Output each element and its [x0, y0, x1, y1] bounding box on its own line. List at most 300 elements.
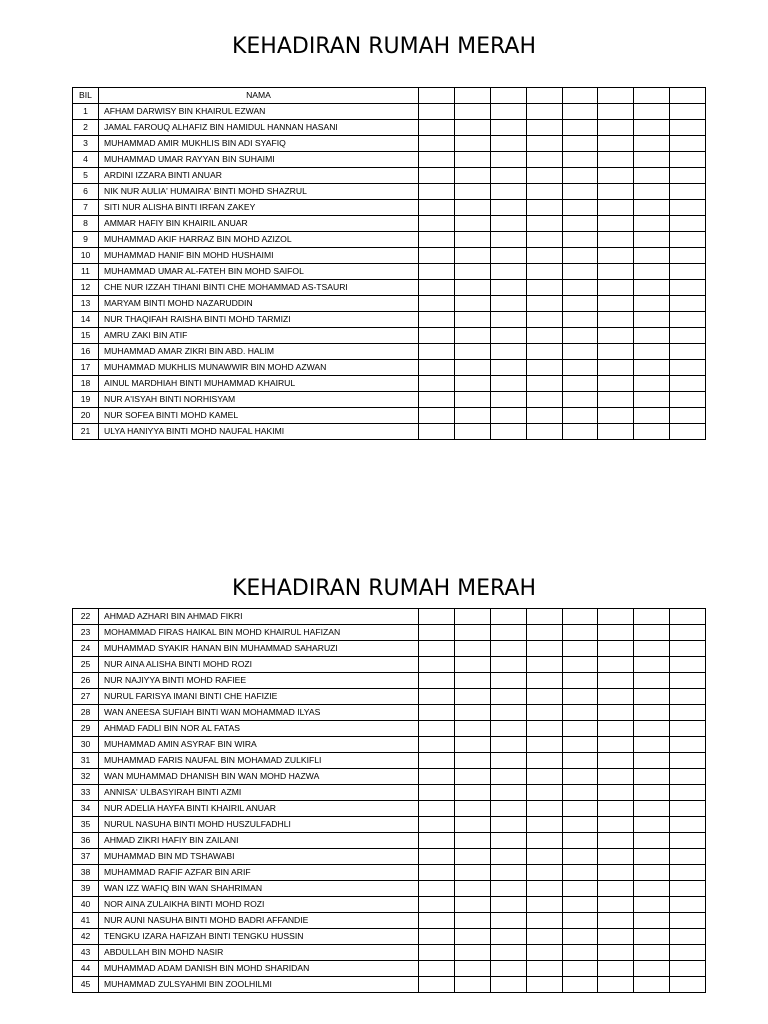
attendance-cell: [490, 328, 526, 344]
attendance-cell: [634, 232, 670, 248]
attendance-cell: [526, 737, 562, 753]
attendance-cell: [634, 657, 670, 673]
attendance-cell: [454, 609, 490, 625]
table-row: [73, 280, 706, 296]
attendance-cell: [634, 705, 670, 721]
attendance-cell: [454, 769, 490, 785]
attendance-cell: [419, 961, 455, 977]
attendance-cell: [562, 833, 598, 849]
row-number: 25: [73, 657, 99, 673]
attendance-cell: [419, 817, 455, 833]
attendance-cell: [670, 705, 706, 721]
attendance-cell: [419, 296, 455, 312]
attendance-cell: [634, 264, 670, 280]
attendance-cell: [419, 865, 455, 881]
attendance-cell: [670, 721, 706, 737]
attendance-column-header: [454, 88, 490, 104]
attendance-cell: [562, 817, 598, 833]
attendance-cell: [454, 296, 490, 312]
attendance-cell: [454, 657, 490, 673]
student-name: ABDULLAH BIN MOHD NASIR: [99, 945, 419, 961]
attendance-cell: [562, 625, 598, 641]
row-number: 12: [73, 280, 99, 296]
table-row: [73, 705, 706, 721]
attendance-column-header: [490, 88, 526, 104]
attendance-cell: [490, 120, 526, 136]
student-name: NUR ADELIA HAYFA BINTI KHAIRIL ANUAR: [99, 801, 419, 817]
student-name: NUR AINA ALISHA BINTI MOHD ROZI: [99, 657, 419, 673]
attendance-cell: [419, 881, 455, 897]
attendance-cell: [454, 168, 490, 184]
attendance-cell: [454, 817, 490, 833]
table-row: [73, 753, 706, 769]
row-number: 23: [73, 625, 99, 641]
attendance-cell: [562, 961, 598, 977]
attendance-cell: [454, 136, 490, 152]
attendance-cell: [419, 641, 455, 657]
student-name: MUHAMMAD UMAR AL-FATEH BIN MOHD SAIFOL: [99, 264, 419, 280]
table-row: [73, 769, 706, 785]
attendance-cell: [490, 136, 526, 152]
attendance-cell: [490, 168, 526, 184]
attendance-cell: [598, 312, 634, 328]
attendance-cell: [598, 833, 634, 849]
attendance-cell: [598, 705, 634, 721]
attendance-cell: [490, 705, 526, 721]
attendance-cell: [526, 136, 562, 152]
attendance-cell: [634, 769, 670, 785]
attendance-cell: [490, 216, 526, 232]
attendance-cell: [634, 625, 670, 641]
row-number: 34: [73, 801, 99, 817]
attendance-cell: [562, 328, 598, 344]
table-row: [73, 833, 706, 849]
attendance-cell: [634, 392, 670, 408]
attendance-cell: [490, 184, 526, 200]
attendance-cell: [562, 120, 598, 136]
attendance-cell: [454, 392, 490, 408]
student-name: MUHAMMAD SYAKIR HANAN BIN MUHAMMAD SAHARUZI: [99, 641, 419, 657]
student-name: WAN IZZ WAFIQ BIN WAN SHAHRIMAN: [99, 881, 419, 897]
student-name: AHMAD AZHARI BIN AHMAD FIKRI: [99, 609, 419, 625]
attendance-cell: [562, 801, 598, 817]
attendance-cell: [490, 673, 526, 689]
attendance-cell: [562, 168, 598, 184]
student-name: SITI NUR ALISHA BINTI IRFAN ZAKEY: [99, 200, 419, 216]
student-name: TENGKU IZARA HAFIZAH BINTI TENGKU HUSSIN: [99, 929, 419, 945]
attendance-cell: [598, 737, 634, 753]
attendance-cell: [419, 280, 455, 296]
table-row: [73, 929, 706, 945]
attendance-cell: [562, 104, 598, 120]
row-number: 6: [73, 184, 99, 200]
student-name: MUHAMMAD BIN MD TSHAWABI: [99, 849, 419, 865]
attendance-cell: [598, 232, 634, 248]
student-name: AHMAD FADLI BIN NOR AL FATAS: [99, 721, 419, 737]
attendance-cell: [419, 344, 455, 360]
attendance-cell: [670, 104, 706, 120]
attendance-cell: [490, 232, 526, 248]
student-name: NUR THAQIFAH RAISHA BINTI MOHD TARMIZI: [99, 312, 419, 328]
attendance-cell: [490, 865, 526, 881]
attendance-cell: [634, 849, 670, 865]
row-number: 26: [73, 673, 99, 689]
attendance-cell: [598, 104, 634, 120]
attendance-cell: [562, 721, 598, 737]
attendance-cell: [670, 392, 706, 408]
table-row: [73, 312, 706, 328]
attendance-cell: [454, 673, 490, 689]
row-number: 16: [73, 344, 99, 360]
row-number: 21: [73, 424, 99, 440]
attendance-cell: [562, 641, 598, 657]
attendance-cell: [670, 328, 706, 344]
attendance-cell: [526, 424, 562, 440]
attendance-cell: [598, 408, 634, 424]
attendance-cell: [562, 248, 598, 264]
attendance-cell: [634, 312, 670, 328]
attendance-cell: [598, 817, 634, 833]
attendance-cell: [454, 104, 490, 120]
attendance-cell: [670, 280, 706, 296]
attendance-cell: [634, 280, 670, 296]
row-number: 28: [73, 705, 99, 721]
attendance-cell: [490, 897, 526, 913]
attendance-cell: [419, 200, 455, 216]
attendance-cell: [598, 625, 634, 641]
table-row: [73, 817, 706, 833]
attendance-column-header: [526, 88, 562, 104]
attendance-cell: [598, 913, 634, 929]
attendance-cell: [419, 721, 455, 737]
attendance-cell: [598, 392, 634, 408]
attendance-cell: [562, 136, 598, 152]
row-number: 45: [73, 977, 99, 993]
attendance-cell: [562, 312, 598, 328]
row-number: 5: [73, 168, 99, 184]
attendance-cell: [562, 424, 598, 440]
student-name: AHMAD ZIKRI HAFIY BIN ZAILANI: [99, 833, 419, 849]
attendance-cell: [670, 625, 706, 641]
attendance-cell: [634, 801, 670, 817]
attendance-cell: [419, 801, 455, 817]
table-row: [73, 737, 706, 753]
table-row: [73, 184, 706, 200]
row-number: 1: [73, 104, 99, 120]
row-number: 18: [73, 376, 99, 392]
attendance-cell: [526, 296, 562, 312]
attendance-cell: [526, 897, 562, 913]
attendance-cell: [634, 376, 670, 392]
row-number: 32: [73, 769, 99, 785]
row-number: 22: [73, 609, 99, 625]
attendance-cell: [634, 328, 670, 344]
attendance-cell: [598, 168, 634, 184]
row-number: 9: [73, 232, 99, 248]
attendance-cell: [526, 817, 562, 833]
row-number: 11: [73, 264, 99, 280]
attendance-cell: [490, 344, 526, 360]
attendance-cell: [526, 977, 562, 993]
attendance-cell: [454, 625, 490, 641]
attendance-cell: [419, 424, 455, 440]
attendance-cell: [670, 609, 706, 625]
attendance-cell: [526, 689, 562, 705]
attendance-cell: [454, 865, 490, 881]
attendance-cell: [526, 657, 562, 673]
student-name: MUHAMMAD AMAR ZIKRI BIN ABD. HALIM: [99, 344, 419, 360]
attendance-cell: [634, 200, 670, 216]
attendance-cell: [670, 168, 706, 184]
row-number: 33: [73, 785, 99, 801]
attendance-cell: [670, 689, 706, 705]
attendance-cell: [454, 312, 490, 328]
attendance-cell: [634, 737, 670, 753]
attendance-cell: [598, 328, 634, 344]
attendance-cell: [670, 657, 706, 673]
attendance-cell: [419, 232, 455, 248]
attendance-cell: [490, 200, 526, 216]
attendance-cell: [526, 625, 562, 641]
attendance-cell: [454, 737, 490, 753]
attendance-cell: [598, 280, 634, 296]
attendance-cell: [419, 625, 455, 641]
attendance-cell: [490, 721, 526, 737]
attendance-cell: [598, 120, 634, 136]
row-number: 17: [73, 360, 99, 376]
table-row: [73, 625, 706, 641]
table-row: [73, 865, 706, 881]
attendance-cell: [419, 264, 455, 280]
attendance-cell: [598, 609, 634, 625]
attendance-cell: [454, 216, 490, 232]
student-name: ARDINI IZZARA BINTI ANUAR: [99, 168, 419, 184]
attendance-cell: [634, 945, 670, 961]
student-name: AMRU ZAKI BIN ATIF: [99, 328, 419, 344]
attendance-cell: [562, 785, 598, 801]
attendance-cell: [598, 264, 634, 280]
attendance-cell: [670, 232, 706, 248]
attendance-cell: [634, 120, 670, 136]
attendance-cell: [562, 753, 598, 769]
attendance-cell: [562, 296, 598, 312]
attendance-cell: [670, 360, 706, 376]
attendance-cell: [419, 328, 455, 344]
table-row: [73, 945, 706, 961]
row-number: 3: [73, 136, 99, 152]
attendance-cell: [598, 721, 634, 737]
attendance-cell: [526, 328, 562, 344]
attendance-cell: [670, 785, 706, 801]
attendance-cell: [526, 280, 562, 296]
attendance-cell: [670, 216, 706, 232]
table-row: [73, 136, 706, 152]
attendance-cell: [419, 785, 455, 801]
table-row: [73, 152, 706, 168]
student-name: NIK NUR AULIA' HUMAIRA' BINTI MOHD SHAZRUL: [99, 184, 419, 200]
attendance-cell: [419, 392, 455, 408]
attendance-cell: [526, 913, 562, 929]
attendance-cell: [598, 849, 634, 865]
table-row: [73, 673, 706, 689]
attendance-cell: [419, 104, 455, 120]
attendance-cell: [562, 945, 598, 961]
row-number: 13: [73, 296, 99, 312]
attendance-cell: [634, 673, 670, 689]
attendance-cell: [562, 913, 598, 929]
attendance-cell: [598, 296, 634, 312]
attendance-cell: [598, 769, 634, 785]
attendance-cell: [670, 769, 706, 785]
row-number: 40: [73, 897, 99, 913]
attendance-column-header: [562, 88, 598, 104]
attendance-cell: [526, 312, 562, 328]
attendance-cell: [454, 641, 490, 657]
attendance-cell: [490, 657, 526, 673]
attendance-cell: [634, 168, 670, 184]
attendance-cell: [490, 785, 526, 801]
attendance-cell: [490, 152, 526, 168]
table-row: [73, 801, 706, 817]
attendance-cell: [490, 977, 526, 993]
attendance-cell: [634, 913, 670, 929]
attendance-cell: [526, 833, 562, 849]
attendance-cell: [598, 897, 634, 913]
table-row: [73, 689, 706, 705]
attendance-cell: [670, 120, 706, 136]
table-row: [73, 296, 706, 312]
attendance-cell: [490, 689, 526, 705]
attendance-cell: [634, 344, 670, 360]
attendance-column-header: [634, 88, 670, 104]
attendance-cell: [490, 625, 526, 641]
attendance-cell: [454, 721, 490, 737]
attendance-cell: [419, 897, 455, 913]
attendance-table: [72, 87, 706, 440]
attendance-cell: [419, 184, 455, 200]
student-name: WAN MUHAMMAD DHANISH BIN WAN MOHD HAZWA: [99, 769, 419, 785]
attendance-cell: [526, 408, 562, 424]
row-number: 10: [73, 248, 99, 264]
attendance-cell: [598, 673, 634, 689]
attendance-cell: [526, 801, 562, 817]
attendance-cell: [670, 881, 706, 897]
attendance-cell: [526, 216, 562, 232]
student-name: NOR AINA ZULAIKHA BINTI MOHD ROZI: [99, 897, 419, 913]
attendance-cell: [562, 609, 598, 625]
attendance-cell: [598, 184, 634, 200]
attendance-cell: [598, 424, 634, 440]
attendance-cell: [490, 881, 526, 897]
row-number: 35: [73, 817, 99, 833]
student-name: WAN ANEESA SUFIAH BINTI WAN MOHAMMAD ILYAS: [99, 705, 419, 721]
attendance-cell: [419, 769, 455, 785]
attendance-cell: [634, 721, 670, 737]
attendance-cell: [670, 977, 706, 993]
row-number: 31: [73, 753, 99, 769]
table-row: [73, 216, 706, 232]
row-number: 39: [73, 881, 99, 897]
student-name: NURUL FARISYA IMANI BINTI CHE HAFIZIE: [99, 689, 419, 705]
attendance-cell: [670, 136, 706, 152]
attendance-cell: [490, 945, 526, 961]
table-row: [73, 264, 706, 280]
attendance-cell: [526, 945, 562, 961]
attendance-cell: [526, 200, 562, 216]
attendance-cell: [598, 248, 634, 264]
attendance-cell: [419, 737, 455, 753]
attendance-cell: [526, 705, 562, 721]
attendance-cell: [634, 152, 670, 168]
table-header-row: [73, 88, 706, 104]
attendance-cell: [670, 344, 706, 360]
attendance-cell: [598, 753, 634, 769]
attendance-cell: [598, 961, 634, 977]
row-number: 44: [73, 961, 99, 977]
student-name: MUHAMMAD ZULSYAHMI BIN ZOOLHILMI: [99, 977, 419, 993]
attendance-cell: [454, 705, 490, 721]
attendance-cell: [419, 136, 455, 152]
attendance-cell: [598, 801, 634, 817]
attendance-cell: [562, 849, 598, 865]
attendance-cell: [670, 833, 706, 849]
row-number: 41: [73, 913, 99, 929]
attendance-cell: [634, 881, 670, 897]
attendance-cell: [670, 264, 706, 280]
table-row: [73, 881, 706, 897]
attendance-cell: [670, 296, 706, 312]
attendance-cell: [490, 833, 526, 849]
attendance-cell: [670, 248, 706, 264]
attendance-cell: [419, 689, 455, 705]
table-row: [73, 785, 706, 801]
table-row: [73, 721, 706, 737]
attendance-cell: [670, 184, 706, 200]
attendance-cell: [634, 248, 670, 264]
attendance-cell: [454, 929, 490, 945]
attendance-cell: [454, 328, 490, 344]
attendance-cell: [598, 344, 634, 360]
attendance-cell: [670, 200, 706, 216]
attendance-cell: [419, 248, 455, 264]
attendance-cell: [454, 232, 490, 248]
student-name: JAMAL FAROUQ ALHAFIZ BIN HAMIDUL HANNAN HASANI: [99, 120, 419, 136]
attendance-cell: [454, 961, 490, 977]
attendance-cell: [454, 977, 490, 993]
attendance-cell: [419, 945, 455, 961]
attendance-cell: [419, 657, 455, 673]
student-name: MUHAMMAD HANIF BIN MOHD HUSHAIMI: [99, 248, 419, 264]
attendance-cell: [634, 216, 670, 232]
table-row: [73, 248, 706, 264]
attendance-cell: [454, 913, 490, 929]
attendance-cell: [419, 833, 455, 849]
row-number: 29: [73, 721, 99, 737]
attendance-cell: [454, 849, 490, 865]
attendance-cell: [562, 232, 598, 248]
attendance-cell: [490, 296, 526, 312]
attendance-cell: [490, 737, 526, 753]
attendance-cell: [490, 753, 526, 769]
attendance-cell: [454, 785, 490, 801]
attendance-cell: [670, 945, 706, 961]
row-number: 24: [73, 641, 99, 657]
attendance-cell: [490, 104, 526, 120]
table-row: [73, 424, 706, 440]
student-name: CHE NUR IZZAH TIHANI BINTI CHE MOHAMMAD AS-TSAURI: [99, 280, 419, 296]
attendance-cell: [526, 264, 562, 280]
attendance-cell: [454, 120, 490, 136]
